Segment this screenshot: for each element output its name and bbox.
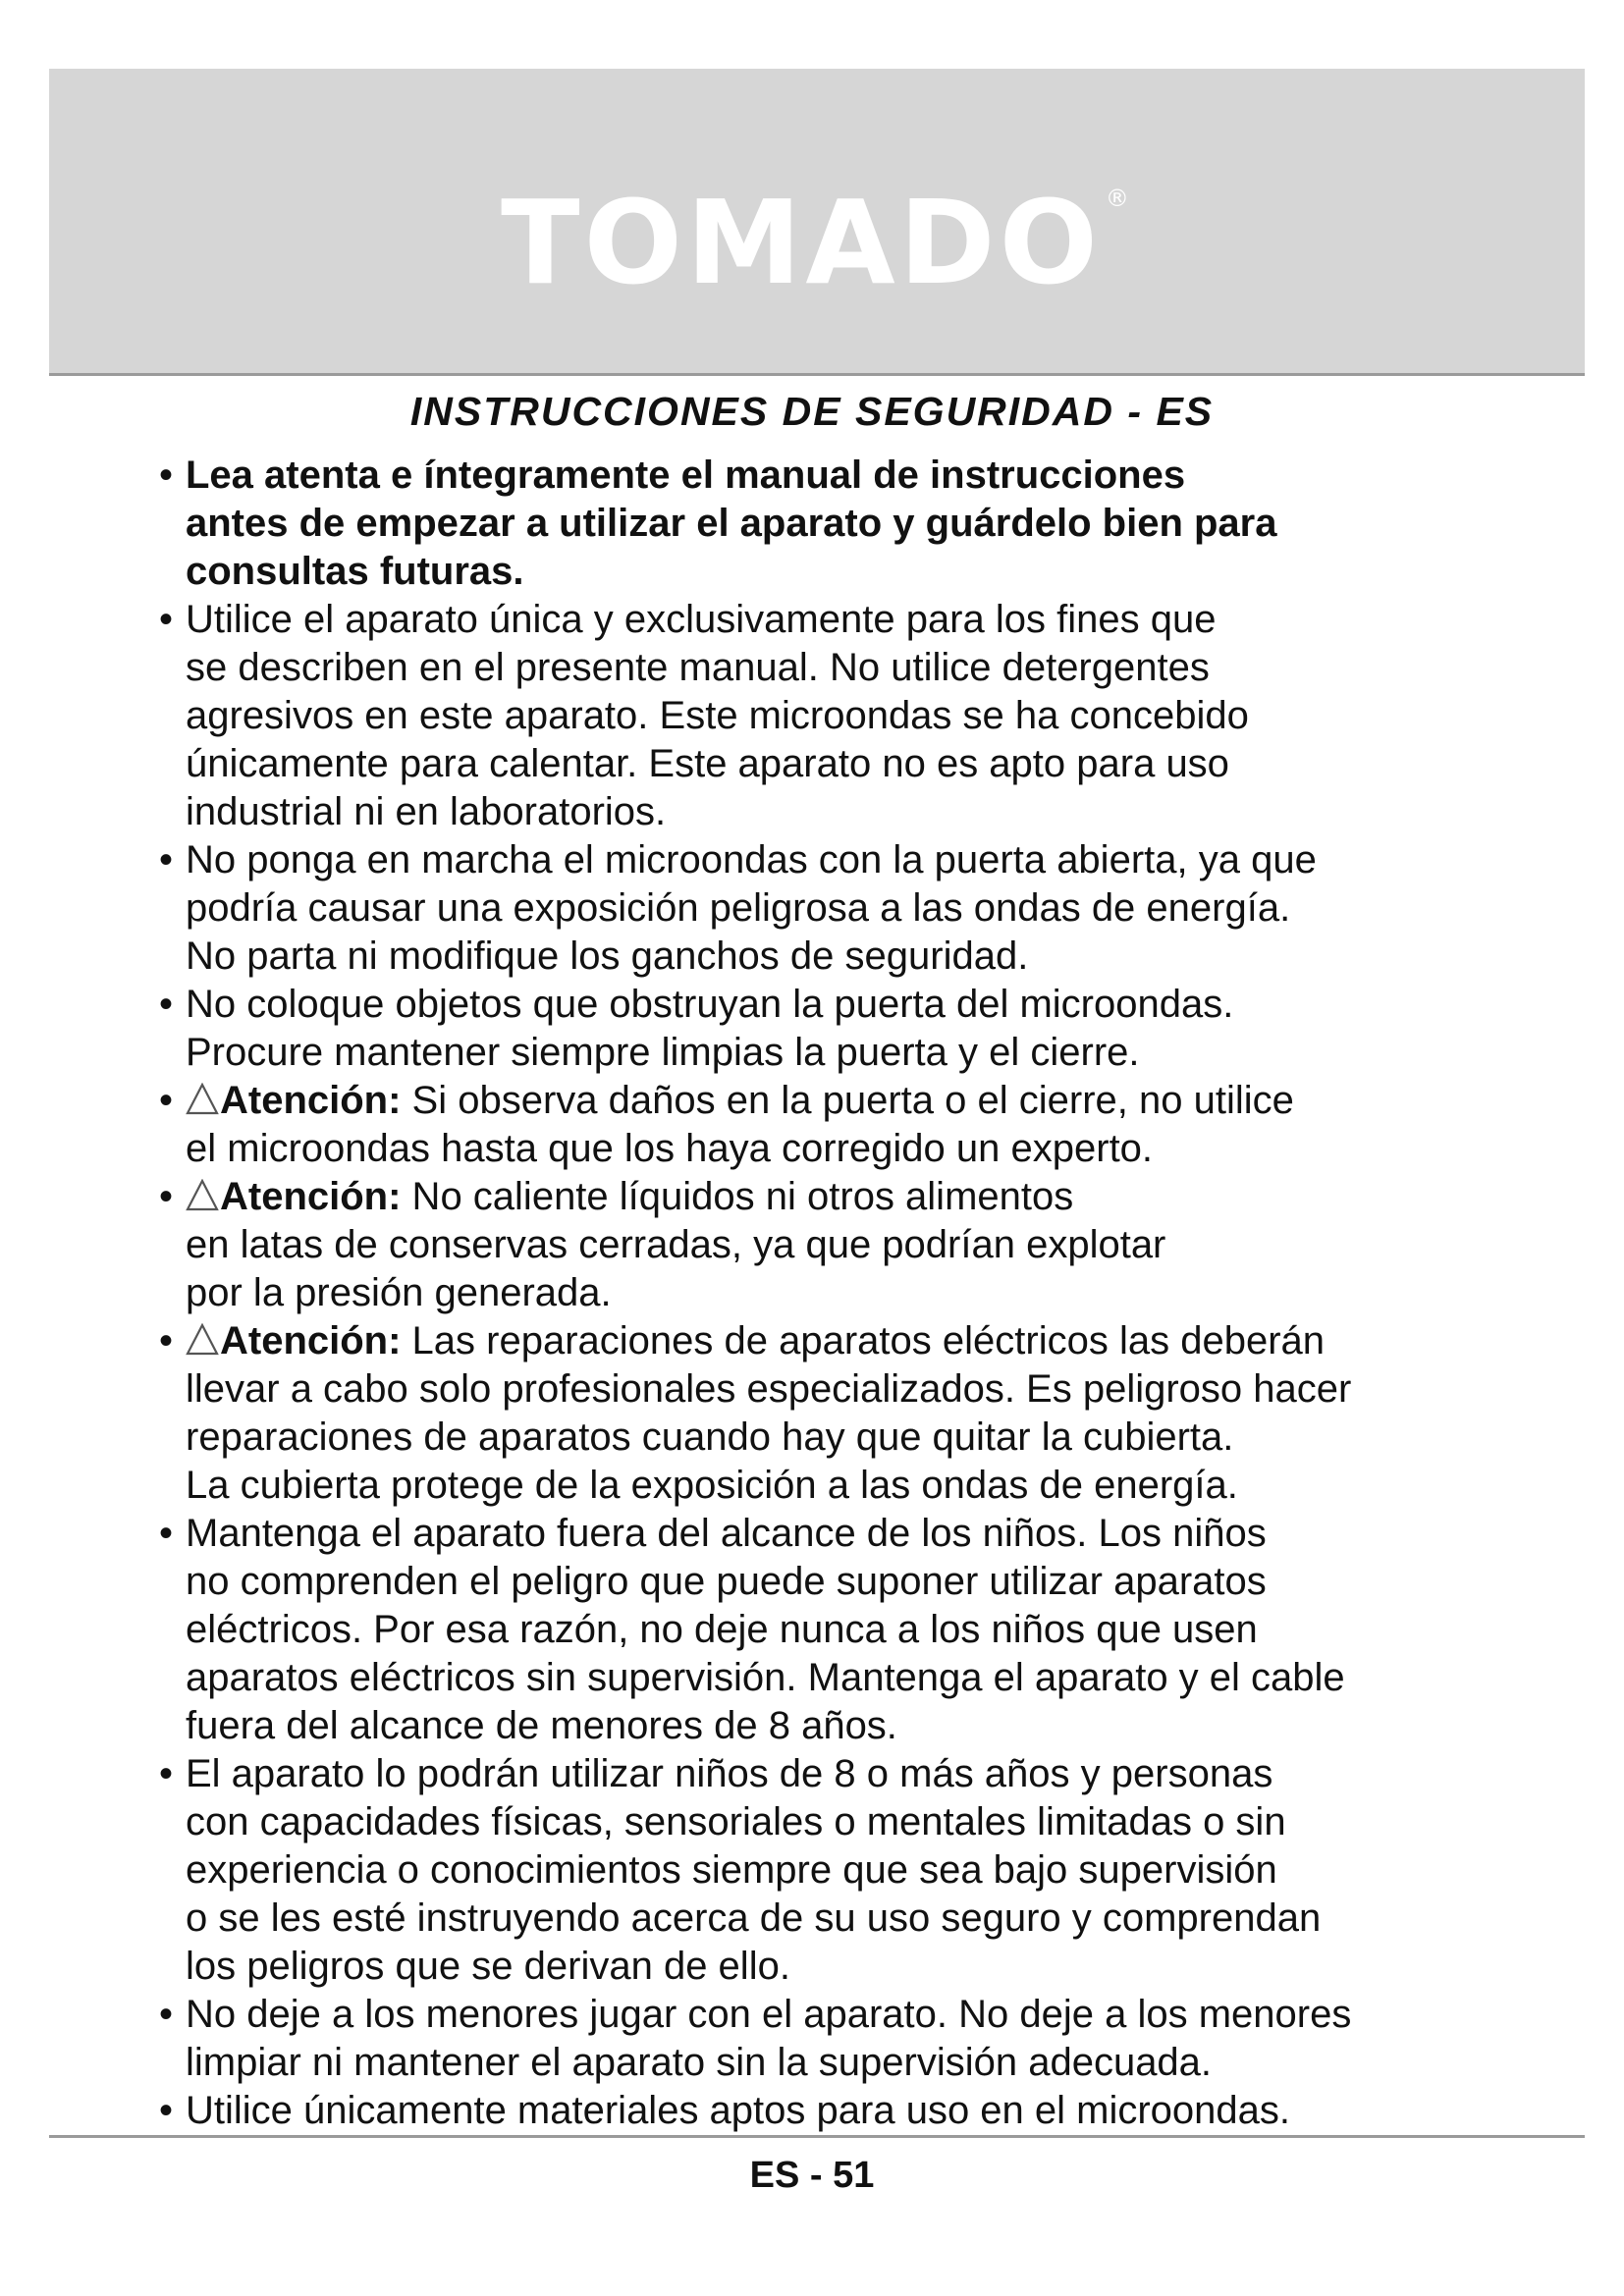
attention-text: No caliente líquidos ni otros alimentos en latas de conservas cerradas, ya que podrían explotar por la presión generada. bbox=[186, 1175, 1166, 1314]
warning-triangle-icon bbox=[186, 1323, 219, 1357]
item-text: No deje a los menores jugar con el aparato. No deje a los menores limpiar ni mantener el aparato sin la supervisión adecuada. bbox=[186, 1993, 1352, 2084]
item-text: No ponga en marcha el microondas con la puerta abierta, ya que podría causar una exposición peligrosa a las ondas de energía. No parta ni modifique los ganchos de seguridad. bbox=[186, 838, 1317, 978]
item-text: Utilice el aparato única y exclusivamente para los fines que se describen en el presente manual. No utilice detergentes agresivos en este aparato. Este microondas se ha concebido únicamente para calentar. Este aparato no es apto para uso industrial ni en laboratorios. bbox=[186, 598, 1249, 833]
list-item bbox=[159, 981, 1494, 1077]
brand-logo bbox=[49, 175, 1585, 310]
list-item bbox=[159, 1077, 1494, 1173]
bullet: • bbox=[159, 454, 174, 497]
safety-instructions-list bbox=[159, 452, 1494, 2135]
attention-label: Atención: bbox=[220, 1079, 402, 1122]
bullet: • bbox=[159, 598, 174, 641]
item-text bbox=[186, 1175, 1165, 1314]
bullet: • bbox=[159, 1752, 174, 1795]
item-text: El aparato lo podrán utilizar niños de 8 o más años y personas con capacidades físicas, sensoriales o mentales limitadas o sin experiencia o conocimientos siempre que sea bajo supervisión o se les esté instruyendo acerca de su uso seguro y comprendan los peligros que se derivan de ello. bbox=[186, 1752, 1322, 1988]
bullet: • bbox=[159, 983, 174, 1026]
item-text bbox=[186, 1079, 1294, 1170]
bullet: • bbox=[159, 838, 174, 881]
header-divider bbox=[49, 373, 1585, 376]
bullet: • bbox=[159, 1079, 174, 1122]
item-text: Utilice únicamente materiales aptos para uso en el microondas. bbox=[186, 2089, 1291, 2132]
section-title: INSTRUCCIONES DE SEGURIDAD - ES bbox=[409, 389, 1215, 434]
item-text bbox=[186, 1319, 1351, 1507]
attention-text: Las reparaciones de aparatos eléctricos las deberán llevar a cabo solo profesionales especializados. Es peligroso hacer reparaciones de aparatos cuando hay que quitar la cubierta. La cubierta protege de la exposición a las ondas de energía. bbox=[186, 1319, 1352, 1507]
list-item bbox=[159, 1173, 1494, 1317]
bullet: • bbox=[159, 1512, 174, 1555]
page-number: ES - 51 bbox=[749, 2155, 875, 2196]
bullet: • bbox=[159, 1175, 174, 1218]
bullet: • bbox=[159, 1319, 174, 1362]
list-item bbox=[159, 596, 1494, 836]
attention-label: Atención: bbox=[220, 1319, 402, 1362]
warning-triangle-icon bbox=[186, 1179, 219, 1212]
list-item bbox=[159, 1510, 1494, 1750]
list-item bbox=[159, 1991, 1494, 2087]
list-item bbox=[159, 1317, 1494, 1510]
brand-logo-text: TOMADO bbox=[501, 175, 1102, 310]
attention-text: Si observa daños en la puerta o el cierre, no utilice el microondas hasta que los haya corregido un experto. bbox=[186, 1079, 1294, 1170]
warning-triangle-icon bbox=[186, 1083, 219, 1116]
list-item bbox=[159, 452, 1494, 596]
footer-divider bbox=[49, 2135, 1585, 2138]
brand-header bbox=[49, 69, 1585, 373]
list-item bbox=[159, 1750, 1494, 1991]
list-item bbox=[159, 2087, 1494, 2135]
item-text: No coloque objetos que obstruyan la puerta del microondas. Procure mantener siempre limpias la puerta y el cierre. bbox=[186, 983, 1234, 1074]
list-item bbox=[159, 836, 1494, 981]
item-text: Mantenga el aparato fuera del alcance de los niños. Los niños no comprenden el peligro que puede suponer utilizar aparatos eléctricos. Por esa razón, no deje nunca a los niños que usen aparatos eléctricos sin supervisión. Mantenga el aparato y el cable fuera del alcance de menores de 8 años. bbox=[186, 1512, 1345, 1747]
item-text: Lea atenta e íntegramente el manual de instrucciones antes de empezar a utilizar el aparato y guárdelo bien para consultas futuras. bbox=[186, 454, 1277, 593]
bullet: • bbox=[159, 1993, 174, 2036]
attention-label: Atención: bbox=[220, 1175, 402, 1218]
registered-mark: ® bbox=[1105, 185, 1133, 212]
bullet: • bbox=[159, 2089, 174, 2132]
